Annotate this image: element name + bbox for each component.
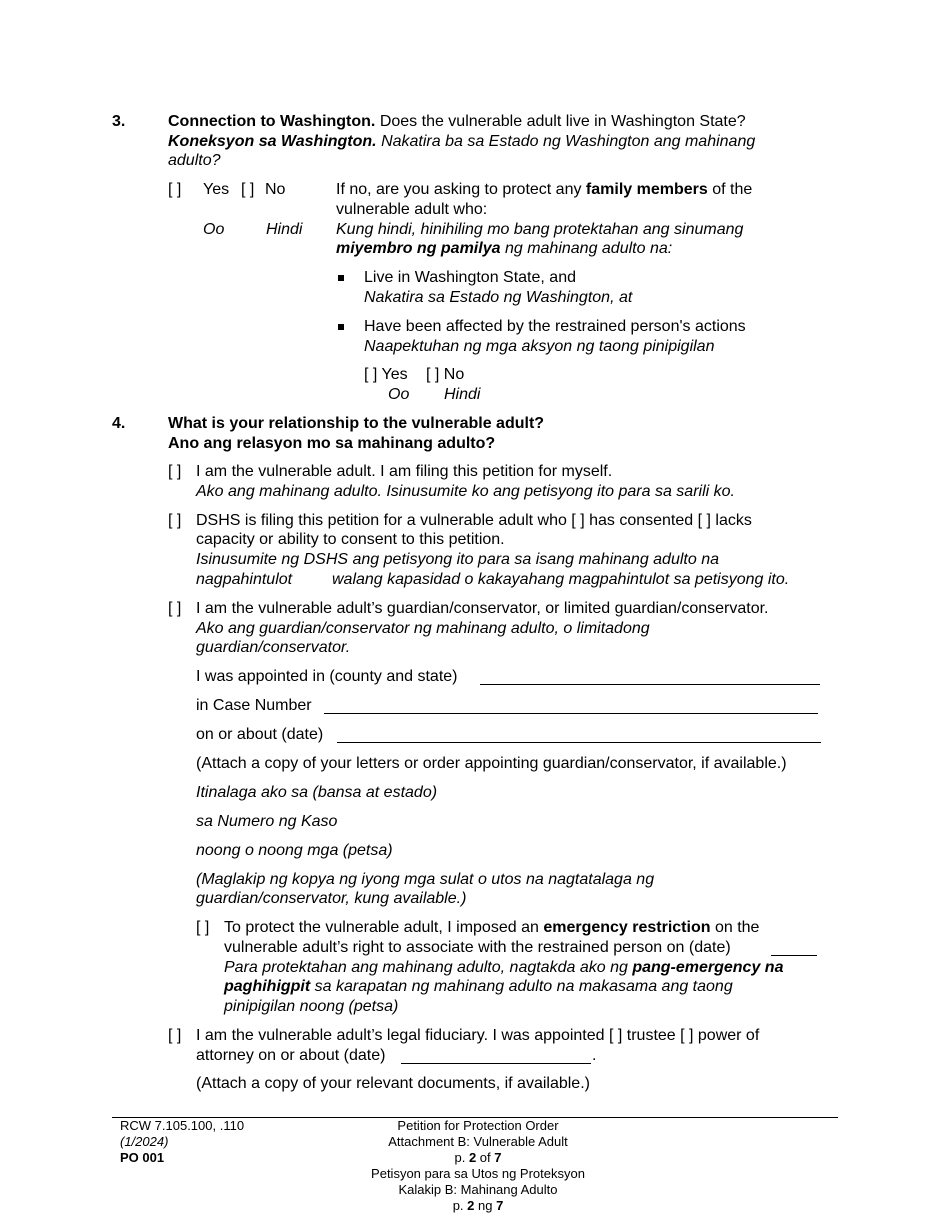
option-fiduciary-en: I am the vulnerable adult’s legal fiduciary. I was appointed [ ] trustee [ ] power of	[196, 1027, 760, 1044]
section-4-question-tl: Ano ang relasyon mo sa mahinang adulto?	[168, 435, 496, 452]
emergency-restriction-tl-3: pinipigilan noong (petsa)	[224, 998, 399, 1015]
section-3-question-tl-2: adulto?	[168, 152, 221, 169]
appointed-in-label: I was appointed in (county and state)	[196, 668, 458, 685]
option-guardian-tl-2: guardian/conservator.	[196, 639, 351, 656]
option-guardian-tl: Ako ang guardian/conservator ng mahinang adulto, o limitadong	[196, 620, 650, 637]
sub-yes-checkbox[interactable]: [ ] Yes	[364, 366, 408, 383]
footer-page-en: p. 2 of 7	[454, 1150, 502, 1165]
emergency-date-field[interactable]	[771, 955, 817, 956]
sub-yes-label-tl: Oo	[388, 386, 410, 403]
option-guardian-checkbox[interactable]: [ ]	[168, 600, 182, 617]
attach-letters-note-tl-2: guardian/conservator, kung available.)	[196, 890, 467, 907]
section-3-number: 3.	[112, 113, 126, 130]
footer-attachment-tl: Kalakip B: Mahinang Adulto	[398, 1182, 558, 1197]
option-dshs-checkbox[interactable]: [ ]	[168, 512, 182, 529]
bullet-icon	[338, 275, 344, 281]
option-dshs-tl-lacks: walang kapasidad o kakayahang magpahintulot sa petisyong ito.	[332, 571, 790, 588]
footer-revision: (1/2024)	[120, 1134, 169, 1149]
appointed-in-label-tl: Itinalaga ako sa (bansa at estado)	[196, 784, 438, 801]
no-checkbox[interactable]: [ ]	[241, 181, 255, 198]
option-dshs-en: DSHS is filing this petition for a vulnerable adult who [ ] has consented [ ] lacks	[196, 512, 752, 529]
fiduciary-period: .	[592, 1047, 597, 1064]
bullet-icon	[338, 324, 344, 330]
no-label-tl: Hindi	[266, 221, 303, 238]
footer-page-tl: p. 2 ng 7	[452, 1198, 504, 1213]
emergency-restriction-tl-2: paghihigpit sa karapatan ng mahinang adulto na makasama ang taong	[224, 978, 733, 995]
if-no-question-tl: Kung hindi, hinihiling mo bang protektahan ang sinumang	[336, 221, 744, 238]
bullet-1-tl: Nakatira sa Estado ng Washington, at	[364, 289, 633, 306]
appointed-date-field[interactable]	[337, 742, 821, 743]
if-no-question-en: If no, are you asking to protect any family members of the	[336, 181, 753, 198]
yes-checkbox[interactable]: [ ]	[168, 181, 182, 198]
footer-title-en: Petition for Protection Order	[397, 1118, 559, 1133]
footer-form-number: PO 001	[120, 1150, 165, 1165]
if-no-question-en-2: vulnerable adult who:	[336, 201, 488, 218]
option-dshs-tl-consented: nagpahintulot	[196, 571, 293, 588]
appointed-date-label: on or about (date)	[196, 726, 324, 743]
appointed-in-field[interactable]	[480, 684, 820, 685]
no-label: No	[265, 181, 286, 198]
emergency-restriction-en-2: vulnerable adult’s right to associate with the restrained person on (date)	[224, 939, 731, 956]
option-fiduciary-en-2: attorney on or about (date)	[196, 1047, 386, 1064]
case-number-label: in Case Number	[196, 697, 312, 714]
section-4-number: 4.	[112, 415, 126, 432]
section-3-question-tl: Koneksyon sa Washington. Nakatira ba sa Estado ng Washington ang mahinang	[168, 133, 756, 150]
case-number-label-tl: sa Numero ng Kaso	[196, 813, 338, 830]
section-3-question-en: Connection to Washington. Does the vulnerable adult live in Washington State?	[168, 113, 746, 130]
footer-title-tl: Petisyon para sa Utos ng Proteksyon	[371, 1166, 585, 1181]
emergency-restriction-en: To protect the vulnerable adult, I imposed an emergency restriction on the	[224, 919, 760, 936]
option-guardian-en: I am the vulnerable adult’s guardian/conservator, or limited guardian/conservator.	[196, 600, 769, 617]
attach-docs-note: (Attach a copy of your relevant documents, if available.)	[196, 1075, 590, 1092]
footer-attachment-en: Attachment B: Vulnerable Adult	[388, 1134, 568, 1149]
appointed-date-label-tl: noong o noong mga (petsa)	[196, 842, 393, 859]
footer-rcw: RCW 7.105.100, .110	[120, 1118, 245, 1133]
section-4-question-en: What is your relationship to the vulnerable adult?	[168, 415, 545, 432]
emergency-restriction-tl: Para protektahan ang mahinang adulto, nagtakda ako ng pang-emergency na	[224, 959, 784, 976]
emergency-restriction-checkbox[interactable]: [ ]	[196, 919, 210, 936]
option-self-tl: Ako ang mahinang adulto. Isinusumite ko ang petisyong ito para sa sarili ko.	[196, 483, 735, 500]
sub-no-checkbox[interactable]: [ ] No	[426, 366, 465, 383]
sub-no-label-tl: Hindi	[444, 386, 481, 403]
attach-letters-note: (Attach a copy of your letters or order appointing guardian/conservator, if available.)	[196, 755, 787, 772]
case-number-field[interactable]	[324, 713, 818, 714]
fiduciary-date-field[interactable]	[401, 1063, 591, 1064]
option-dshs-tl: Isinusumite ng DSHS ang petisyong ito para sa isang mahinang adulto na	[196, 551, 719, 568]
option-self-en: I am the vulnerable adult. I am filing this petition for myself.	[196, 463, 613, 480]
option-fiduciary-checkbox[interactable]: [ ]	[168, 1027, 182, 1044]
bullet-2-tl: Naapektuhan ng mga aksyon ng taong pinipigilan	[364, 338, 715, 355]
option-self-checkbox[interactable]: [ ]	[168, 463, 182, 480]
attach-letters-note-tl: (Maglakip ng kopya ng iyong mga sulat o utos na nagtatalaga ng	[196, 871, 655, 888]
yes-label-tl: Oo	[203, 221, 225, 238]
bullet-1-en: Live in Washington State, and	[364, 269, 576, 286]
option-dshs-en-2: capacity or ability to consent to this petition.	[196, 531, 505, 548]
if-no-question-tl-2: miyembro ng pamilya ng mahinang adulto na:	[336, 240, 673, 257]
bullet-2-en: Have been affected by the restrained person's actions	[364, 318, 746, 335]
yes-label: Yes	[203, 181, 230, 198]
